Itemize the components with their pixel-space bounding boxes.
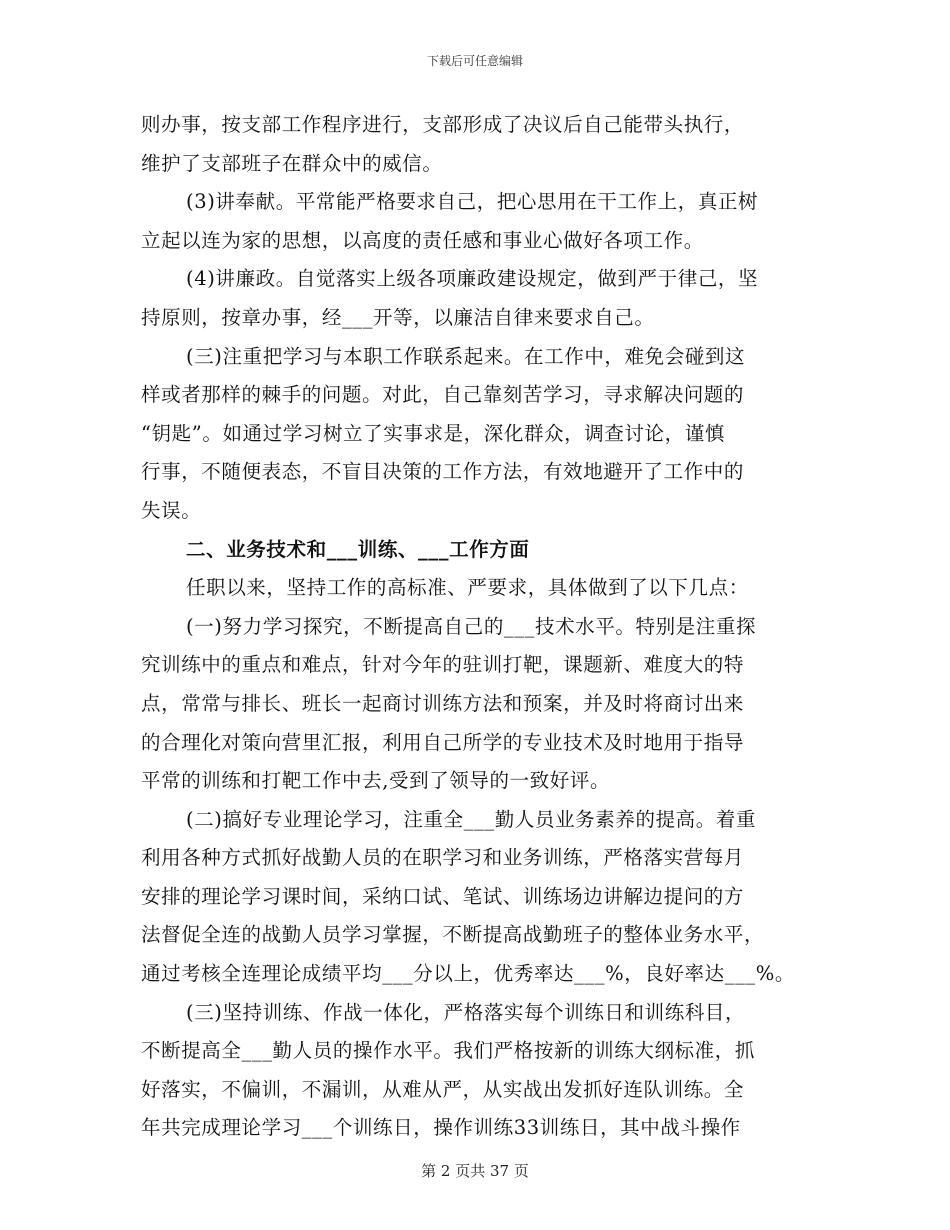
text-line: 持原则，按章办事，经___开等，以廉洁自律来要求自己。 <box>141 305 655 329</box>
text-line: 立起以连为家的思想，以高度的责任感和事业心做好各项工作。 <box>141 228 704 252</box>
text-line: 年共完成理论学习___个训练日，操作训练33训练日，其中战斗操作 <box>141 1116 741 1140</box>
text-line: 样或者那样的棘手的问题。对此，自己靠刻苦学习，寻求解决问题的 <box>141 383 745 407</box>
paragraph-start-line: (4)讲廉政。自觉落实上级各项廉政建设规定，做到严于律己，坚 <box>186 267 759 291</box>
text-line: 利用各种方式抓好战勤人员的在职学习和业务训练，严格落实营每月 <box>141 846 745 870</box>
text-line: “钥匙”。如通过学习树立了实事求是，深化群众，调查讨论，谨慎 <box>141 421 725 445</box>
text-line: 则办事，按支部工作程序进行，支部形成了决议后自己能带头执行， <box>141 113 745 136</box>
paragraph-start-line: (二)搞好专业理论学习，注重全___勤人员业务素养的提高。着重 <box>186 807 757 831</box>
paragraph-start-line: 任职以来，坚持工作的高标准、严要求，具体做到了以下几点： <box>186 576 749 600</box>
paragraph-start-line: (3)讲奉献。平常能严格要求自己，把心思用在干工作上，真正树 <box>186 190 759 214</box>
text-line: 点，常常与排长、班长一起商讨训练方法和预案，并及时将商讨出来 <box>141 691 745 715</box>
text-line: 法督促全连的战勤人员学习掌握，不断提高战勤班子的整体业务水平， <box>141 923 765 947</box>
paragraph-start-line: (一)努力学习探究，不断提高自己的___技术水平。特别是注重探 <box>186 614 757 638</box>
document-body <box>141 106 821 1148</box>
text-line: 的合理化对策向营里汇报，利用自己所学的专业技术及时地用于指导 <box>141 730 745 754</box>
page-header: 下载后可任意编辑 <box>426 54 523 68</box>
text-line: 行事，不随便表态，不盲目决策的工作方法，有效地避开了工作中的 <box>141 460 745 484</box>
paragraph-start-line: (三)注重把学习与本职工作联系起来。在工作中，难免会碰到这 <box>186 344 746 368</box>
text-line: 维护了支部班子在群众中的威信。 <box>141 151 443 175</box>
text-line: 安排的理论学习课时间，采纳口试、笔试、训练场边讲解边提问的方 <box>141 884 745 908</box>
text-line: 失误。 <box>141 498 202 522</box>
text-line: 好落实，不偏训，不漏训，从难从严，从实战出发抓好连队训练。全 <box>141 1077 745 1101</box>
paragraph-start-line: (三)坚持训练、作战一体化，严格落实每个训练日和训练科目， <box>186 1000 746 1024</box>
text-line: 不断提高全___勤人员的操作水平。我们严格按新的训练大纲标准，抓 <box>141 1039 755 1063</box>
page-footer: 第 2 页共 37 页 <box>421 1162 529 1180</box>
section-heading: 二、业务技术和___训练、___工作方面 <box>186 537 530 561</box>
text-line: 究训练中的重点和难点，针对今年的驻训打靶，课题新、难度大的特 <box>141 653 745 677</box>
text-line: 通过考核全连理论成绩平均___分以上，优秀率达___%，良好率达___%。 <box>141 962 796 986</box>
text-line: 平常的训练和打靶工作中去,受到了领导的一致好评。 <box>141 769 611 793</box>
